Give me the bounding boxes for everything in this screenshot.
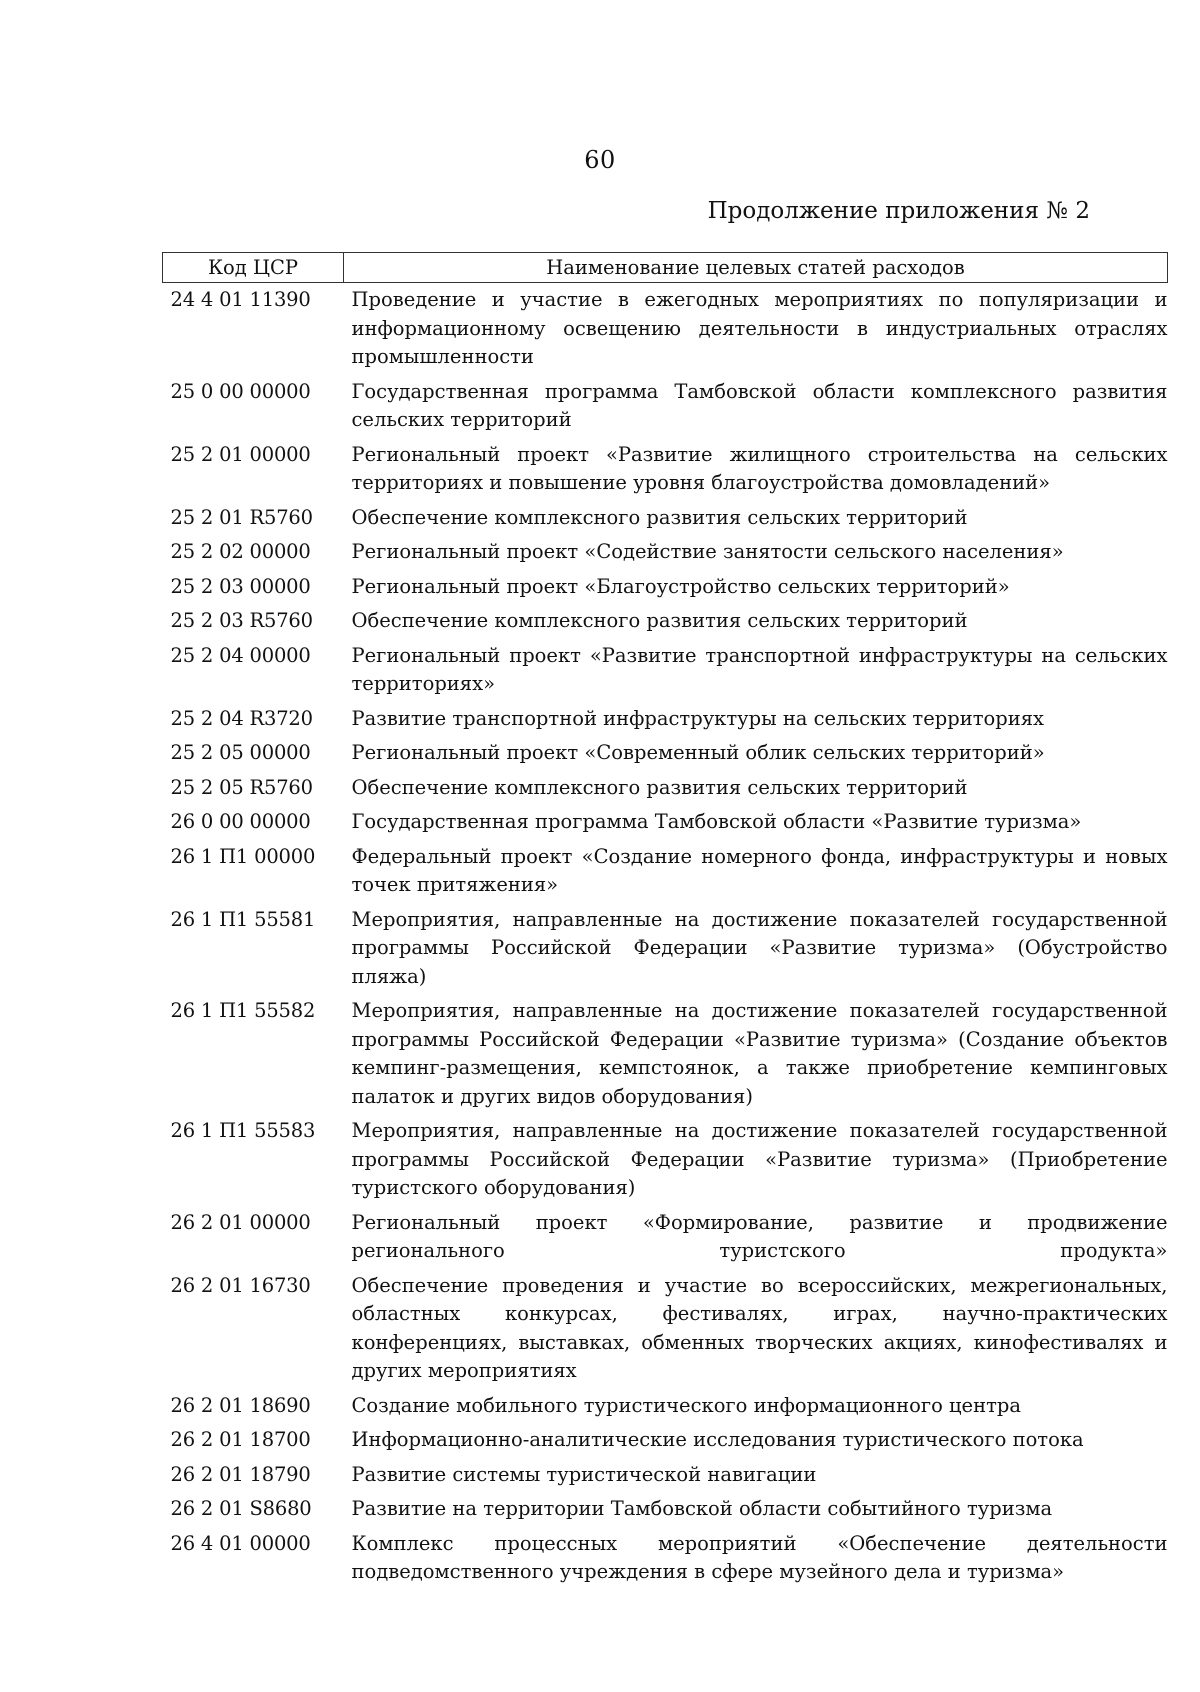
table-row — [163, 771, 1168, 806]
row-code: 26 2 01 S8680 — [170, 1497, 312, 1520]
table-row — [163, 501, 1168, 536]
row-name: Мероприятия, направленные на достижение показателей государственной программы Российской Федерации «Развитие туризма» (Приобретение туристского оборудования) — [351, 1119, 1168, 1199]
row-name: Проведение и участие в ежегодных мероприятиях по популяризации и информационному освещению деятельности в индустриальных отраслях промышленности — [351, 288, 1168, 368]
row-code: 26 1 П1 55583 — [170, 1119, 316, 1142]
row-code: 26 1 П1 55582 — [170, 999, 316, 1022]
table-row — [163, 840, 1168, 903]
row-code: 25 2 03 00000 — [170, 574, 311, 598]
table-row — [163, 702, 1168, 737]
table-row — [163, 1527, 1168, 1590]
table-row — [163, 1269, 1168, 1389]
header-name: Наименование целевых статей расходов — [344, 253, 1168, 283]
row-code: 24 4 01 11390 — [170, 288, 311, 311]
row-name: Региональный проект «Формирование, развитие и продвижение регионального туристского продукта» — [351, 1210, 1168, 1262]
table-row — [163, 994, 1168, 1114]
table-row — [163, 535, 1168, 570]
row-code: 26 2 01 16730 — [170, 1273, 311, 1297]
row-code: 26 1 П1 00000 — [170, 844, 316, 868]
row-name: Развитие на территории Тамбовской области событийного туризма — [351, 1497, 1053, 1520]
table-row — [163, 903, 1168, 995]
table-row — [163, 1492, 1168, 1527]
row-name: Комплекс процессных мероприятий «Обеспечение деятельности подведомственного учреждения в сфере музейного дела и туризма» — [351, 1531, 1168, 1583]
table-row — [163, 570, 1168, 605]
expense-items-table — [162, 252, 1168, 1590]
row-code: 26 2 01 18790 — [170, 1462, 311, 1486]
row-code: 25 2 04 00000 — [170, 643, 311, 667]
row-name: Региональный проект «Развитие транспортной инфраструктуры на сельских территориях» — [351, 643, 1168, 695]
table-header-row — [163, 253, 1168, 283]
row-name: Федеральный проект «Создание номерного фонда, инфраструктуры и новых точек притяжения» — [351, 844, 1168, 896]
row-code: 25 2 02 00000 — [170, 540, 311, 563]
row-name: Региональный проект «Развитие жилищного строительства на сельских территориях и повышение уровня благоустройства домовладений» — [351, 442, 1168, 494]
row-name: Обеспечение комплексного развития сельских территорий — [351, 609, 968, 632]
row-name: Информационно-аналитические исследования туристического потока — [351, 1428, 1084, 1451]
row-code: 26 1 П1 55581 — [170, 907, 316, 931]
header-code: Код ЦСР — [163, 253, 344, 283]
table-row — [163, 639, 1168, 702]
row-code: 25 2 01 R5760 — [170, 505, 313, 529]
row-name: Региональный проект «Современный облик сельских территорий» — [351, 741, 1045, 764]
row-code: 26 2 01 18700 — [170, 1428, 311, 1451]
row-code: 25 2 05 00000 — [170, 741, 311, 764]
table-row — [163, 736, 1168, 771]
row-code: 26 2 01 00000 — [170, 1210, 311, 1234]
row-code: 26 4 01 00000 — [170, 1531, 311, 1555]
table-row — [163, 1458, 1168, 1493]
row-name: Развитие транспортной инфраструктуры на сельских территориях — [351, 706, 1044, 730]
table-row — [163, 375, 1168, 438]
row-name: Государственная программа Тамбовской области комплексного развития сельских территорий — [351, 379, 1168, 431]
row-name: Развитие системы туристической навигации — [351, 1462, 817, 1486]
table-row — [163, 1114, 1168, 1206]
row-code: 25 0 00 00000 — [170, 379, 311, 403]
table-row — [163, 438, 1168, 501]
row-name: Региональный проект «Содействие занятости сельского населения» — [351, 540, 1064, 563]
row-code: 26 0 00 00000 — [170, 810, 311, 833]
row-name: Обеспечение комплексного развития сельских территорий — [351, 775, 968, 799]
row-name: Создание мобильного туристического информационного центра — [351, 1393, 1021, 1417]
row-code: 25 2 01 00000 — [170, 442, 311, 466]
row-name: Обеспечение проведения и участие во всероссийских, межрегиональных, областных конкурсах, фестивалях, играх, научно-практических конференциях, выставках, обменных творческих акциях, кинофестивалях и других мероприятиях — [351, 1273, 1168, 1382]
page-number: 60 — [584, 146, 616, 174]
row-name: Мероприятия, направленные на достижение показателей государственной программы Российской Федерации «Развитие туризма» (Создание объектов кемпинг-размещения, кемпстоянок, а также приобретение кемпинговых палаток и других видов оборудования) — [351, 999, 1168, 1108]
expense-items-table-wrapper — [162, 252, 1167, 1590]
table-row — [163, 283, 1168, 375]
row-code: 25 2 04 R3720 — [170, 706, 313, 730]
table-row — [163, 1389, 1168, 1424]
table-row — [163, 805, 1168, 840]
row-code: 25 2 05 R5760 — [170, 775, 313, 799]
table-row — [163, 1206, 1168, 1269]
row-name: Региональный проект «Благоустройство сельских территорий» — [351, 574, 1010, 598]
row-code: 26 2 01 18690 — [170, 1393, 311, 1417]
table-row — [163, 604, 1168, 639]
appendix-title: Продолжение приложения № 2 — [707, 198, 1090, 224]
row-name: Мероприятия, направленные на достижение показателей государственной программы Российской Федерации «Развитие туризма» (Обустройство пляжа) — [351, 907, 1168, 988]
row-code: 25 2 03 R5760 — [170, 609, 313, 632]
row-name: Обеспечение комплексного развития сельских территорий — [351, 505, 968, 529]
table-row — [163, 1423, 1168, 1458]
row-name: Государственная программа Тамбовской области «Развитие туризма» — [351, 810, 1082, 833]
